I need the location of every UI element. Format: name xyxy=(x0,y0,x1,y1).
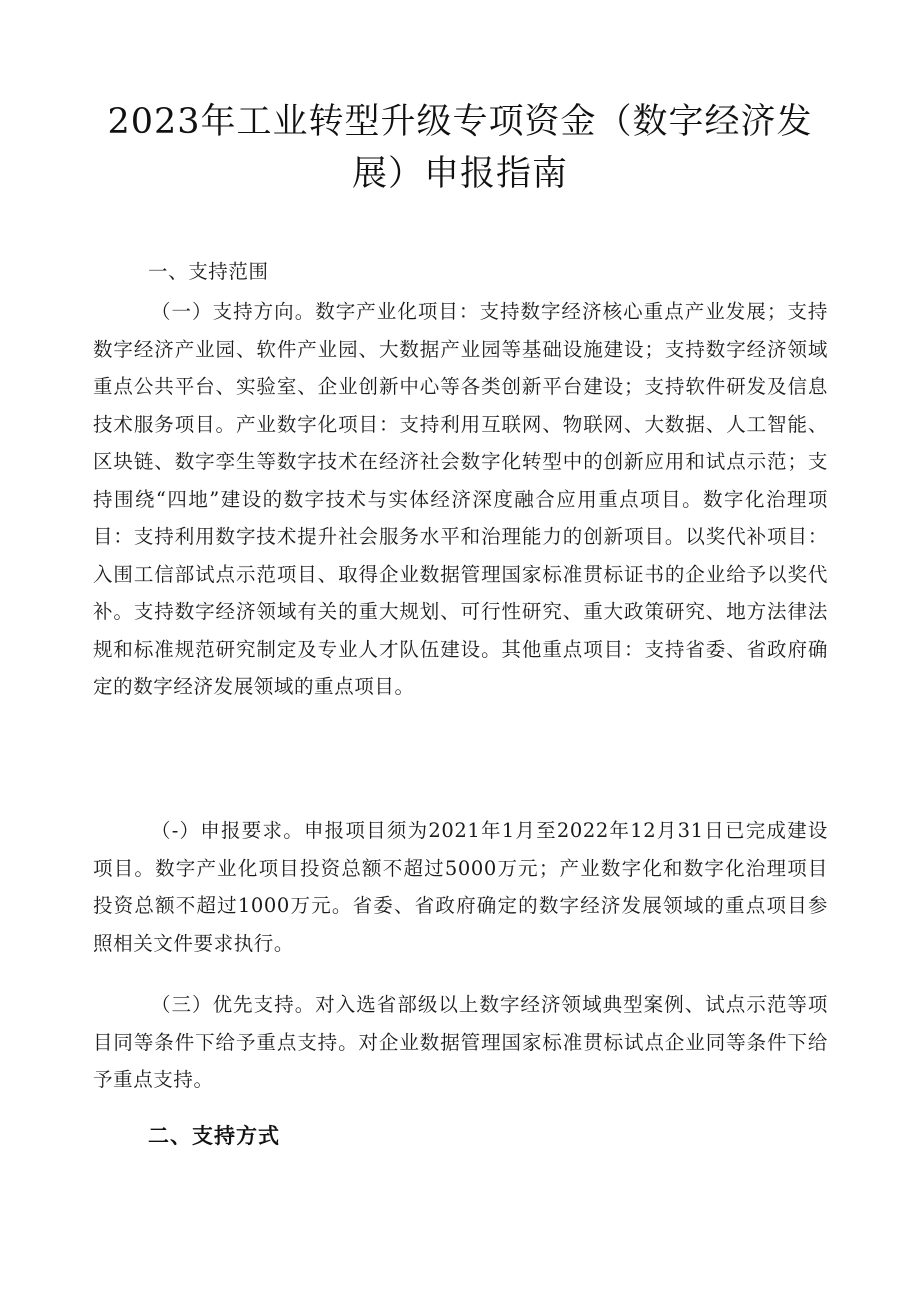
title-line-1: 2023年工业转型升级专项资金（数字经济发 xyxy=(107,102,813,142)
title-line-2: 展）申报指南 xyxy=(351,154,568,194)
document-title xyxy=(90,96,830,200)
paragraph-support-direction: （一）支持方向。数字产业化项目：支持数字经济核心重点产业发展；支持数字经济产业园、软件产业园、大数据产业园等基础设施建设；支持数字经济领域重点公共平台、实验室、企业创新中心等各类创新平台建设；支持软件研发及信息技术服务项目。产业数字化项目：支持利用互联网、物联网、大数据、人工智能、区块链、数字孪生等数字技术在经济社会数字化转型中的创新应用和试点示范；支持围绕“四地”建设的数字技术与实体经济深度融合应用重点项目。数字化治理项目：支持利用数字技术提升社会服务水平和治理能力的创新项目。以奖代补项目：入围工信部试点示范项目、取得企业数据管理国家标准贯标证书的企业给予以奖代补。支持数字经济领域有关的重大规划、可行性研究、重大政策研究、地方法律法规和标准规范研究制定及专业人才队伍建设。其他重点项目：支持省委、省政府确定的数字经济发展领域的重点项目。 xyxy=(93,300,828,698)
paragraph-priority-support: （三）优先支持。对入选省部级以上数字经济领域典型案例、试点示范等项目同等条件下给予重点支持。对企业数据管理国家标准贯标试点企业同等条件下给予重点支持。 xyxy=(93,993,828,1091)
section-1-heading: 一、支持范围 xyxy=(148,260,269,283)
section-2-heading: 二、支持方式 xyxy=(148,1124,280,1148)
paragraph-application-requirements: （-）申报要求。申报项目须为2021年1月至2022年12月31日已完成建设项目。数字产业化项目投资总额不超过5000万元；产业数字化和数字化治理项目投资总额不超过1000万元。省委、省政府确定的数字经济发展领域的重点项目参照相关文件要求执行。 xyxy=(93,819,828,955)
